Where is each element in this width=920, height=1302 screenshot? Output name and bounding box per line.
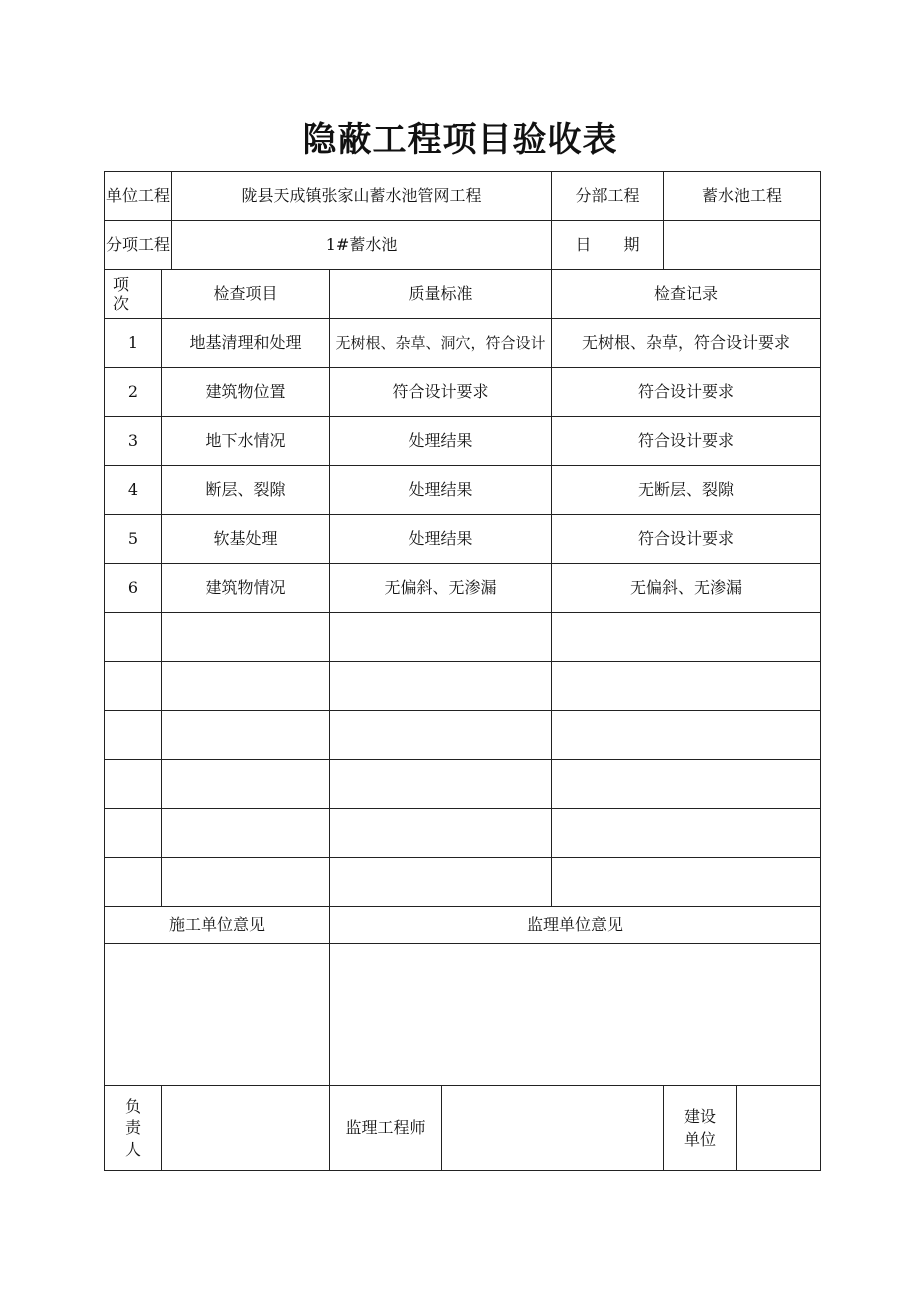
owner-unit-line1: 建设 [684, 1106, 717, 1126]
column-header-row [105, 270, 821, 319]
row-check-record[interactable]: 符合设计要求 [552, 515, 821, 564]
sub-item-project-label: 分项工程 [105, 221, 172, 270]
row-quality-standard: 处理结果 [330, 466, 552, 515]
row-quality-standard: 无偏斜、无渗漏 [330, 564, 552, 613]
table-row [105, 417, 821, 466]
signature-row [105, 1086, 821, 1171]
empty-cell[interactable] [330, 809, 552, 858]
row-check-item: 地基清理和处理 [162, 319, 330, 368]
table-row [105, 564, 821, 613]
division-project-label: 分部工程 [552, 172, 664, 221]
empty-cell[interactable] [105, 711, 162, 760]
empty-cell[interactable] [330, 858, 552, 907]
empty-cell[interactable] [105, 662, 162, 711]
contractor-opinion-label: 施工单位意见 [105, 907, 330, 944]
unit-project-label: 单位工程 [105, 172, 172, 221]
table-row [105, 319, 821, 368]
supervisor-opinion-field[interactable] [330, 944, 821, 1086]
row-number: 2 [105, 368, 162, 417]
empty-cell[interactable] [330, 711, 552, 760]
row-check-item: 软基处理 [162, 515, 330, 564]
row-check-item: 地下水情况 [162, 417, 330, 466]
empty-cell[interactable] [162, 711, 330, 760]
empty-cell[interactable] [330, 662, 552, 711]
row-quality-standard: 符合设计要求 [330, 368, 552, 417]
sub-item-project-value[interactable]: 1#蓄水池 [172, 221, 552, 270]
row-number: 3 [105, 417, 162, 466]
unit-project-value[interactable]: 陇县天成镇张家山蓄水池管网工程 [172, 172, 552, 221]
row-check-record[interactable]: 符合设计要求 [552, 368, 821, 417]
row-check-record[interactable]: 符合设计要求 [552, 417, 821, 466]
empty-cell[interactable] [105, 858, 162, 907]
col-check-record: 检查记录 [552, 270, 821, 319]
empty-cell[interactable] [105, 760, 162, 809]
date-label: 日 期 [552, 221, 664, 270]
row-number: 5 [105, 515, 162, 564]
col-quality-standard: 质量标准 [330, 270, 552, 319]
table-row [105, 515, 821, 564]
empty-cell[interactable] [330, 613, 552, 662]
empty-cell[interactable] [105, 809, 162, 858]
row-number: 1 [105, 319, 162, 368]
col-item-number [105, 270, 162, 319]
empty-cell[interactable] [552, 662, 821, 711]
opinion-header-row [105, 907, 821, 944]
row-check-record[interactable]: 无树根、杂草，符合设计要求 [552, 319, 821, 368]
empty-cell[interactable] [330, 760, 552, 809]
empty-cell[interactable] [162, 809, 330, 858]
responsible-char-3: 人 [124, 1139, 141, 1159]
empty-cell[interactable] [552, 760, 821, 809]
table-row [105, 466, 821, 515]
row-quality-standard: 处理结果 [330, 515, 552, 564]
empty-cell[interactable] [162, 858, 330, 907]
empty-table-row [105, 711, 821, 760]
supervising-engineer-label: 监理工程师 [330, 1086, 442, 1171]
row-check-item: 建筑物位置 [162, 368, 330, 417]
row-quality-standard: 处理结果 [330, 417, 552, 466]
col-check-item: 检查项目 [162, 270, 330, 319]
row-check-record[interactable]: 无断层、裂隙 [552, 466, 821, 515]
responsible-char-2: 责 [124, 1118, 141, 1138]
acceptance-form-table [104, 171, 821, 1171]
table-row [105, 368, 821, 417]
responsible-person-signature[interactable] [162, 1086, 330, 1171]
empty-table-row [105, 858, 821, 907]
form-title: 隐蔽工程项目验收表 [302, 120, 618, 160]
empty-cell[interactable] [552, 613, 821, 662]
owner-unit-signature[interactable] [737, 1086, 820, 1170]
empty-cell[interactable] [162, 760, 330, 809]
header-row-subitem [105, 221, 821, 270]
empty-cell[interactable] [552, 711, 821, 760]
empty-cell[interactable] [552, 809, 821, 858]
owner-unit-label [664, 1086, 737, 1170]
opinion-box-row [105, 944, 821, 1086]
empty-table-row [105, 760, 821, 809]
col-item-number-line1: 项 [113, 274, 130, 294]
supervisor-opinion-label: 监理单位意见 [330, 907, 821, 944]
contractor-opinion-field[interactable] [105, 944, 330, 1086]
date-value[interactable] [664, 221, 821, 270]
supervising-engineer-signature[interactable] [442, 1086, 664, 1171]
header-row-unit [105, 172, 821, 221]
row-number: 6 [105, 564, 162, 613]
empty-table-row [105, 613, 821, 662]
row-check-item: 断层、裂隙 [162, 466, 330, 515]
division-project-value[interactable]: 蓄水池工程 [664, 172, 821, 221]
owner-unit-line2: 单位 [684, 1130, 717, 1149]
empty-cell[interactable] [552, 858, 821, 907]
col-item-number-line2: 次 [113, 294, 130, 313]
row-check-item: 建筑物情况 [162, 564, 330, 613]
row-number: 4 [105, 466, 162, 515]
owner-sign-cell [664, 1086, 821, 1171]
row-quality-standard: 无树根、杂草、洞穴，符合设计 [330, 319, 552, 368]
row-check-record[interactable]: 无偏斜、无渗漏 [552, 564, 821, 613]
responsible-char-1: 负 [124, 1096, 141, 1116]
empty-cell[interactable] [162, 662, 330, 711]
responsible-person-label [105, 1086, 162, 1171]
empty-cell[interactable] [162, 613, 330, 662]
empty-cell[interactable] [105, 613, 162, 662]
empty-table-row [105, 662, 821, 711]
empty-table-row [105, 809, 821, 858]
